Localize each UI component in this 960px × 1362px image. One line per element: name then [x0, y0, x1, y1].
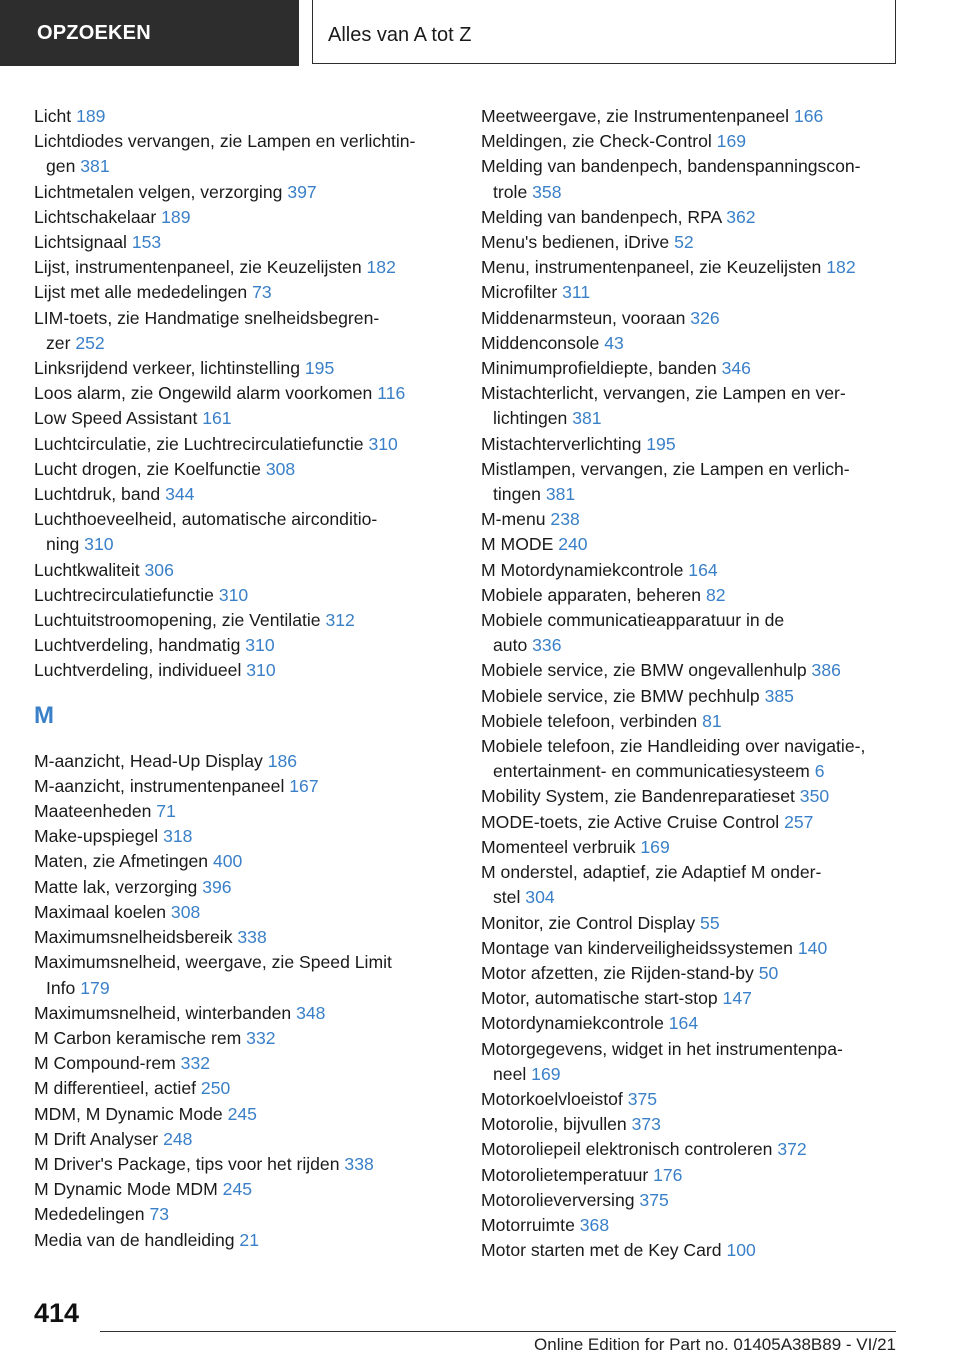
- index-entry: [34, 900, 454, 925]
- index-entry-text: M Compound-rem: [34, 1053, 176, 1074]
- page-reference-link[interactable]: 164: [668, 1013, 699, 1034]
- page-reference-link[interactable]: 195: [646, 433, 676, 454]
- page-reference-link[interactable]: 21: [239, 1229, 259, 1250]
- index-entry: [34, 406, 454, 431]
- index-entry: [34, 1228, 454, 1253]
- index-entry-text: Montage van kinderveiligheidssystemen: [481, 937, 793, 958]
- index-entry: [481, 936, 921, 961]
- index-entry: [34, 1076, 454, 1101]
- page-reference-link[interactable]: 338: [237, 927, 267, 948]
- index-entry-text: Motordynamiekcontrole: [481, 1013, 664, 1034]
- page-reference-link[interactable]: 6: [814, 761, 825, 782]
- index-entry: [481, 457, 921, 507]
- index-entry: [34, 104, 454, 129]
- page-reference-link[interactable]: 381: [572, 408, 602, 429]
- page-reference-link[interactable]: 73: [252, 282, 272, 303]
- index-entry: [34, 1026, 454, 1051]
- page-reference-link[interactable]: 189: [76, 106, 106, 126]
- index-entry: [481, 1011, 921, 1036]
- page-reference-link[interactable]: 344: [165, 484, 195, 505]
- page-reference-link[interactable]: 166: [793, 106, 824, 126]
- index-entry: [34, 925, 454, 950]
- edition-footer: Online Edition for Part no. 01405A38B89 - VI/21: [534, 1335, 896, 1354]
- index-entry-text: Middenarmsteun, vooraan: [481, 307, 686, 328]
- index-entry-text: auto: [493, 635, 528, 656]
- index-entry-text: M-menu: [481, 509, 546, 530]
- page-reference-link[interactable]: 372: [777, 1139, 807, 1160]
- index-entry-text: trole: [493, 181, 528, 202]
- index-entry: [34, 1127, 454, 1152]
- page-reference-link[interactable]: 308: [170, 901, 201, 922]
- index-entry-text: Minimumprofieldiepte, banden: [481, 358, 717, 379]
- index-entry: [481, 558, 921, 583]
- page-reference-link[interactable]: 81: [702, 710, 722, 731]
- index-entry-text: Motoroliepeil elektronisch controleren: [481, 1139, 773, 1160]
- page-reference-link[interactable]: 257: [784, 811, 814, 832]
- index-column-right: [481, 104, 921, 1263]
- page-reference-link[interactable]: 238: [550, 509, 580, 530]
- index-entry: [481, 658, 921, 683]
- index-entry-text: M onderstel, adaptief, zie Adaptief M onder-: [481, 862, 822, 883]
- footer-divider: [100, 1331, 896, 1332]
- index-entry-text: M-aanzicht, instrumentenpaneel: [34, 775, 285, 796]
- index-entry-text: tingen: [493, 484, 541, 505]
- index-entry-text: Mobiele apparaten, beheren: [481, 584, 702, 605]
- index-entry-text: MDM, M Dynamic Mode: [34, 1103, 223, 1124]
- index-entry-text: Lucht drogen, zie Koelfunctie: [34, 458, 261, 479]
- index-entry-text: Mobiele service, zie BMW ongevallenhulp: [481, 660, 807, 681]
- index-entry: [481, 381, 921, 431]
- index-entry: [34, 507, 454, 557]
- index-entry: [481, 1137, 921, 1162]
- index-entry-text: Lichtmetalen velgen, verzorging: [34, 181, 283, 202]
- index-entry: [481, 860, 921, 910]
- index-column-left: [34, 104, 454, 1253]
- index-entry-text: Mobiele communicatieapparatuur in de: [481, 610, 785, 631]
- index-entry: [34, 1102, 454, 1127]
- index-entry: [481, 911, 921, 936]
- page-reference-link[interactable]: 308: [265, 458, 296, 479]
- index-entry-text: Luchtdruk, band: [34, 484, 161, 505]
- page-reference-link[interactable]: 397: [287, 181, 317, 202]
- page-reference-link[interactable]: 82: [705, 584, 726, 605]
- index-entry-text: Mobiele telefoon, verbinden: [481, 710, 698, 731]
- index-entry-text: Menu's bedienen, iDrive: [481, 232, 670, 253]
- page-reference-link[interactable]: 304: [525, 887, 555, 908]
- index-entry-text: Lijst, instrumentenpaneel, zie Keuzelijsten: [34, 257, 362, 278]
- page-reference-link[interactable]: 161: [202, 408, 232, 429]
- index-entry-text: Luchtverdeling, handmatig: [34, 635, 241, 656]
- index-entry: [481, 986, 921, 1011]
- index-entry: [481, 734, 921, 784]
- index-entry: [481, 784, 921, 809]
- page-reference-link[interactable]: 332: [180, 1053, 211, 1074]
- index-entry: [481, 154, 921, 204]
- page-reference-link[interactable]: 116: [377, 383, 406, 404]
- index-entry: [34, 1152, 454, 1177]
- index-entry: [481, 1213, 921, 1238]
- index-entry-text: Motorolieverversing: [481, 1189, 635, 1210]
- index-entry: [481, 255, 921, 280]
- index-entry-text: Maximumsnelheid, weergave, zie Speed Limit: [34, 952, 392, 973]
- index-entry: [481, 331, 921, 356]
- page-reference-link[interactable]: 140: [797, 937, 828, 958]
- page-reference-link[interactable]: 312: [325, 610, 355, 631]
- index-entry: [481, 835, 921, 860]
- index-entry-text: M differentieel, actief: [34, 1078, 197, 1099]
- index-entry-text: Microfilter: [481, 282, 558, 303]
- page-reference-link[interactable]: 310: [218, 584, 249, 605]
- page-reference-link[interactable]: 373: [631, 1114, 661, 1135]
- index-entry-text: Motorruimte: [481, 1214, 575, 1235]
- index-entry: [34, 381, 454, 406]
- index-entry: [34, 1202, 454, 1227]
- index-entry-text: stel: [493, 887, 521, 908]
- index-entry-text: M Carbon keramische rem: [34, 1027, 242, 1048]
- index-entry-text: entertainment- en communicatiesysteem: [493, 761, 810, 782]
- page-reference-link[interactable]: 310: [84, 534, 114, 555]
- index-list-l: [34, 104, 454, 684]
- page-reference-link[interactable]: 385: [764, 685, 794, 706]
- index-entry: [34, 558, 454, 583]
- index-entry-text: Monitor, zie Control Display: [481, 912, 696, 933]
- index-entry-text: M Motordynamiekcontrole: [481, 559, 684, 580]
- page-reference-link[interactable]: 71: [156, 801, 176, 822]
- index-entry-text: Melding van bandenpech, RPA: [481, 206, 722, 227]
- page-reference-link[interactable]: 73: [149, 1204, 170, 1225]
- page-reference-link[interactable]: 186: [267, 750, 298, 771]
- page-reference-link[interactable]: 169: [531, 1063, 561, 1084]
- index-entry: [481, 1238, 921, 1263]
- page-reference-link[interactable]: 153: [131, 232, 162, 253]
- index-entry: [34, 658, 454, 683]
- index-entry-text: zer: [46, 332, 71, 353]
- index-entry-text: lichtingen: [493, 408, 568, 429]
- index-entry: [34, 482, 454, 507]
- index-entry: [481, 507, 921, 532]
- index-entry: [481, 608, 921, 658]
- index-list-m: [34, 749, 454, 1253]
- page-reference-link[interactable]: 311: [562, 282, 591, 303]
- page-reference-link[interactable]: 250: [200, 1078, 231, 1099]
- page-reference-link[interactable]: 310: [368, 433, 398, 454]
- index-entry: [481, 205, 921, 230]
- page-reference-link[interactable]: 100: [726, 1240, 756, 1261]
- index-entry: [34, 875, 454, 900]
- page-reference-link[interactable]: 375: [627, 1088, 658, 1109]
- page-reference-link[interactable]: 179: [80, 977, 110, 998]
- index-entry-text: MODE-toets, zie Active Cruise Control: [481, 811, 780, 832]
- index-entry-text: Media van de handleiding: [34, 1229, 235, 1250]
- page-reference-link[interactable]: 346: [721, 358, 751, 379]
- index-entry: [34, 280, 454, 305]
- index-entry: [34, 457, 454, 482]
- index-entry-text: Maximumsnelheidsbereik: [34, 927, 233, 948]
- index-entry-text: Luchthoeveelheid, automatische airconditio-: [34, 509, 378, 530]
- page-reference-link[interactable]: 248: [163, 1128, 193, 1149]
- index-entry-text: M Dynamic Mode MDM: [34, 1179, 218, 1200]
- index-entry: [34, 1051, 454, 1076]
- index-entry-text: Motorkoelvloeistof: [481, 1088, 623, 1109]
- index-entry-text: Info: [46, 977, 76, 998]
- page-number: 414: [34, 1298, 80, 1328]
- index-entry-text: Motor afzetten, zie Rijden-stand-by: [481, 962, 754, 983]
- index-entry: [34, 749, 454, 774]
- index-entry-text: neel: [493, 1063, 527, 1084]
- index-entry-text: Lijst met alle mededelingen: [34, 282, 248, 303]
- chapter-title: Alles van A tot Z: [312, 0, 896, 64]
- page-reference-link[interactable]: 189: [161, 206, 191, 227]
- page-reference-link[interactable]: 55: [700, 912, 720, 933]
- index-entry-text: Motorgegevens, widget in het instrumentenpa-: [481, 1038, 843, 1059]
- page-reference-link[interactable]: 240: [558, 534, 588, 555]
- page-reference-link[interactable]: 245: [222, 1179, 253, 1200]
- index-entry: [481, 230, 921, 255]
- index-entry: [481, 1112, 921, 1137]
- index-entry-text: Mededelingen: [34, 1204, 145, 1225]
- index-entry-text: Maximaal koelen: [34, 901, 167, 922]
- page-reference-link[interactable]: 176: [653, 1164, 683, 1185]
- index-entry: [481, 532, 921, 557]
- page-reference-link[interactable]: 169: [640, 836, 670, 857]
- page-reference-link[interactable]: 381: [545, 484, 576, 505]
- page-reference-link[interactable]: 348: [296, 1002, 326, 1023]
- page-reference-link[interactable]: 195: [304, 358, 335, 379]
- index-entry-text: Motorolie, bijvullen: [481, 1114, 627, 1135]
- index-entry-text: gen: [46, 156, 76, 177]
- page-reference-link[interactable]: 375: [639, 1189, 669, 1210]
- index-entry-text: Lichtschakelaar: [34, 206, 157, 227]
- index-entry: [34, 799, 454, 824]
- index-entry: [34, 356, 454, 381]
- index-entry-text: M-aanzicht, Head-Up Display: [34, 750, 263, 771]
- index-entry: [34, 180, 454, 205]
- index-entry-text: Maten, zie Afmetingen: [34, 851, 209, 872]
- index-entry-text: Mistachterverlichting: [481, 433, 642, 454]
- page-reference-link[interactable]: 147: [722, 988, 752, 1009]
- index-entry: [34, 1177, 454, 1202]
- index-entry-text: Motor, automatische start-stop: [481, 988, 718, 1009]
- index-entry-text: Low Speed Assistant: [34, 408, 198, 429]
- page-header: [0, 0, 960, 66]
- index-entry: [481, 709, 921, 734]
- index-entry: [481, 583, 921, 608]
- index-entry: [481, 684, 921, 709]
- page-reference-link[interactable]: 336: [532, 635, 562, 656]
- page-reference-link[interactable]: 182: [826, 257, 856, 278]
- index-entry-text: Motorolietemperatuur: [481, 1164, 649, 1185]
- index-entry: [34, 432, 454, 457]
- index-entry-text: Linksrijdend verkeer, lichtinstelling: [34, 358, 300, 379]
- page-reference-link[interactable]: 381: [80, 156, 110, 177]
- index-entry: [34, 230, 454, 255]
- index-entry-text: Mistlampen, vervangen, zie Lampen en verlich-: [481, 458, 850, 479]
- index-entry-text: Lichtdiodes vervangen, zie Lampen en verlichtin-: [34, 131, 416, 152]
- page-reference-link[interactable]: 332: [246, 1027, 276, 1048]
- index-entry-text: Momenteel verbruik: [481, 836, 636, 857]
- index-entry-text: Luchtrecirculatiefunctie: [34, 584, 214, 605]
- page-reference-link[interactable]: 164: [688, 559, 718, 580]
- index-entry-text: Luchtverdeling, individueel: [34, 660, 242, 681]
- index-entry: [34, 306, 454, 356]
- index-entry: [481, 1188, 921, 1213]
- index-entry-text: Maximumsnelheid, winterbanden: [34, 1002, 292, 1023]
- page-reference-link[interactable]: 310: [245, 635, 275, 656]
- index-entry-text: Meldingen, zie Check-Control: [481, 131, 712, 152]
- index-entry-text: Luchtcirculatie, zie Luchtrecirculatiefunctie: [34, 433, 364, 454]
- page-reference-link[interactable]: 318: [163, 826, 193, 847]
- page-reference-link[interactable]: 43: [604, 332, 624, 353]
- index-entry: [34, 608, 454, 633]
- page-reference-link[interactable]: 167: [289, 775, 319, 796]
- letter-heading: M: [34, 701, 54, 729]
- index-entry-text: Meetweergave, zie Instrumentenpaneel: [481, 106, 790, 126]
- page-reference-link[interactable]: 169: [716, 131, 747, 152]
- page-reference-link[interactable]: 368: [579, 1214, 610, 1235]
- page-reference-link[interactable]: 252: [75, 332, 105, 353]
- index-entry-text: M MODE: [481, 534, 554, 555]
- index-entry: [34, 849, 454, 874]
- index-entry-text: Mistachterlicht, vervangen, zie Lampen en ver-: [481, 383, 846, 404]
- index-entry: [481, 961, 921, 986]
- page-reference-link[interactable]: 326: [690, 307, 720, 328]
- page-reference-link[interactable]: 52: [674, 232, 694, 253]
- index-entry: [481, 1087, 921, 1112]
- index-entry-text: Middenconsole: [481, 332, 600, 353]
- page-reference-link[interactable]: 50: [758, 962, 779, 983]
- index-entry-text: Melding van bandenpech, bandenspanningscon-: [481, 156, 861, 177]
- index-entry: [34, 1001, 454, 1026]
- index-entry: [34, 774, 454, 799]
- index-entry: [481, 356, 921, 381]
- index-entry-text: Luchtkwaliteit: [34, 559, 140, 580]
- index-entry: [34, 129, 454, 179]
- index-entry: [481, 1163, 921, 1188]
- index-entry: [34, 583, 454, 608]
- index-entry-text: Mobiele service, zie BMW pechhulp: [481, 685, 760, 706]
- index-list-m-continued: [481, 104, 921, 1263]
- page-reference-link[interactable]: 358: [532, 181, 562, 202]
- page-reference-link[interactable]: 306: [144, 559, 174, 580]
- index-entry: [481, 280, 921, 305]
- index-entry: [481, 129, 921, 154]
- page-reference-link[interactable]: 386: [811, 660, 841, 681]
- page-reference-link[interactable]: 338: [344, 1153, 374, 1174]
- index-entry-text: Matte lak, verzorging: [34, 876, 198, 897]
- index-entry-text: Lichtsignaal: [34, 232, 127, 253]
- index-entry-text: Menu, instrumentenpaneel, zie Keuzelijsten: [481, 257, 822, 278]
- index-entry-text: Mobiele telefoon, zie Handleiding over navigatie-,: [481, 736, 866, 757]
- index-entry-text: Luchtuitstroomopening, zie Ventilatie: [34, 610, 321, 631]
- page-reference-link[interactable]: 182: [366, 257, 396, 278]
- index-entry: [481, 104, 921, 129]
- page-reference-link[interactable]: 400: [212, 851, 243, 872]
- index-entry: [34, 633, 454, 658]
- index-entry-text: Loos alarm, zie Ongewild alarm voorkomen: [34, 383, 373, 404]
- page-reference-link[interactable]: 396: [202, 876, 232, 897]
- index-entry: [34, 824, 454, 849]
- index-entry-text: Maateenheden: [34, 801, 152, 822]
- index-entry: [481, 306, 921, 331]
- index-entry: [481, 1037, 921, 1087]
- index-entry: [34, 950, 454, 1000]
- page-reference-link[interactable]: 310: [246, 660, 276, 681]
- page-reference-link[interactable]: 362: [726, 206, 756, 227]
- index-entry-text: ning: [46, 534, 80, 555]
- index-entry-text: M Driver's Package, tips voor het rijden: [34, 1153, 340, 1174]
- page-reference-link[interactable]: 245: [227, 1103, 257, 1124]
- index-entry: [34, 255, 454, 280]
- index-entry-text: Licht: [34, 106, 72, 126]
- index-entry-text: M Drift Analyser: [34, 1128, 159, 1149]
- index-entry-text: Mobility System, zie Bandenreparatieset: [481, 786, 795, 807]
- index-entry-text: Motor starten met de Key Card: [481, 1240, 722, 1261]
- section-tab: OPZOEKEN: [0, 0, 299, 66]
- index-entry-text: LIM-toets, zie Handmatige snelheidsbegren-: [34, 307, 380, 328]
- index-entry: [34, 205, 454, 230]
- index-entry-text: Make-upspiegel: [34, 826, 159, 847]
- page-reference-link[interactable]: 350: [799, 786, 830, 807]
- index-entry: [481, 810, 921, 835]
- index-entry: [481, 432, 921, 457]
